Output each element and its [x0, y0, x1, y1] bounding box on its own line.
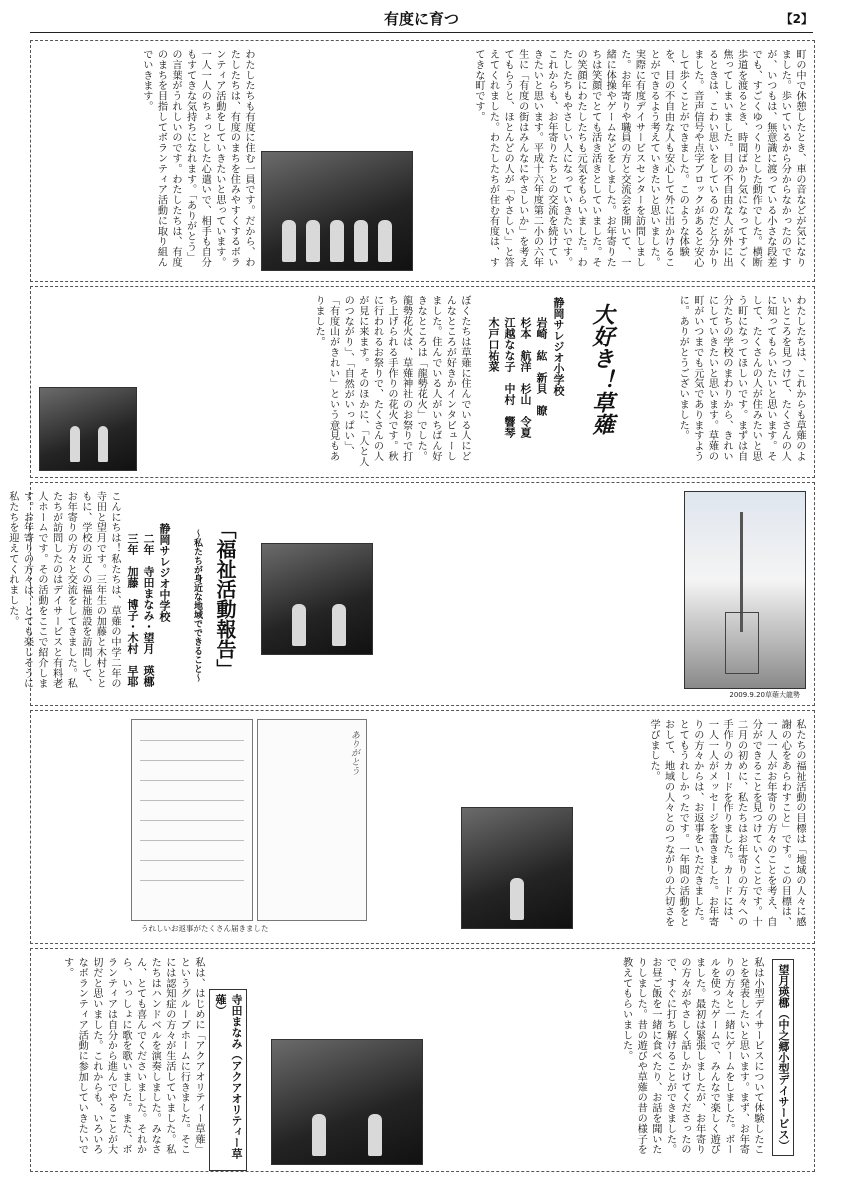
card-text-right: 私たちの福祉活動の目標は「地域の人々に感謝の心をあらわすこと」です。この目標は、一人一人がお年寄りの方々のことを考え、自分ができることを見つけていくことです。十二月の初めに、私たちはお年寄りの方々への手作りのカードを作りました。カードには、一人一人がメッセージを書きました。お年寄りの方々からは、お返事をいただきました。とてもうれしかったです。一年間の活動をとおして、地域の人々とのつながりの大切さを学びました。 — [648, 719, 805, 927]
interview-text — [381, 491, 671, 697]
bottom-text-mid — [271, 957, 421, 1035]
fukushi-photo — [261, 543, 373, 655]
daisuki-authors-a: 岩崎 紘 新貝 瞭 — [535, 317, 548, 416]
mochizuki-title: 望月瑛梛（中之郷小型デイサービス） — [772, 959, 794, 1156]
page-number: 【2】 — [780, 12, 813, 26]
mochizuki-text: 私は小型デイサービスについて体験したことを発表したいと思います。まず、お年寄りの方々と一緒にゲームをしました。ボールを使ったゲームで、みんなで楽しく遊びました。最初は緊張しましたが、お年寄りの方々がやさしく話しかけてくださったので、すぐに打ち解けることができました。お昼ご飯を一緒に食べたり、お話を聞いたりしました。昔の遊びや草薙の昔の様子を教えてもらいました。 — [620, 957, 763, 1155]
daisuki-text-right: わたしたちは、これからも草薙のよいところを見つけて、たくさんの人に知ってもらいたいと思います。そして、たくさんの人が住みたいと思う町になってほしいです。まずは自分たちの学校のまわりから、きれいにしていきたいと思います。草薙の町がいつまでも元気でありますように。ありがとうございました。 — [677, 295, 805, 462]
top-article-text-right: 町の中で休憩したとき、車の音などが気になりました。歩いているから分からなかったのですが、いつもは、無意識に渡っている小さな段差でも、すごくゆっくりとした動作でした。横断歩道を渡るとき、時間ばかり気になってすごく焦ってしまいました。目の不自由な人が外に出るときは、こわい思いをしているのだと分かりました。音声信号や点字ブロックがあると安心して歩くことができました。このような体験を、目の不自由な人も安心して外に出かけることができるよう考えていきたいと思いました。実際に有度デイサービスセンターを訪問しました。お年寄りや職員の方と交流会を開いて、一緒に体操やゲームなどをしました。お年寄りたちは笑顔でとても活き活きとしていました。その笑顔にわたしたちも元気をもらいました。わたしたちもやさしい人になっていきたいです。これからも、お年寄りたちとの交流を続けていきたいと思います。平成十六年度第二小の六年生に「有度の街はみんなにやさしいか」を考えてもらうと、ほとんどの人が「やさしい」と答えてくれました。わたしたちが住む有度は、すてきな町です。 — [472, 49, 805, 268]
top-article — [30, 40, 815, 282]
fukushi-line2: 三年 加藤 博子・木村 早耶 — [126, 533, 139, 687]
card-article — [30, 710, 815, 944]
daisuki-authors-c: 江越なな子 中村 響琴 — [503, 317, 516, 438]
daisuki-photo — [39, 387, 137, 471]
top-article-text-left: わたしたちも有度に住む一員です。だから、わたしたちは、有度のまちを住みやすくするボランティア活動をしていきたいと思っています。一人一人のちょっとした心遣いで、相手も自分もすてきな気持ちになれます。「ありがとう」の言葉がうれしいのです。わたしたちは、有度のまちを目指してボランティア活動に取り組んでいきます。 — [140, 49, 254, 268]
page-header — [30, 6, 813, 32]
card-text-mid — [461, 719, 571, 803]
terada-text: 私は、はじめに「アクアオリティー草薙」というグループホームに行きました。そこには認知症の方々が生活していました。私たちはハンドベルを演奏しました。みなさん、とても喜んでくださいました。それから、いっしょに歌を歌いました。また、ボランティアは自分から進んでやることが大切だと思いました。これからも、いろいろなボランティア活動に参加していきたいです。 — [61, 957, 204, 1155]
fukushi-line1: 二年 寺田まなみ・望月 瑛梛 — [142, 533, 155, 687]
daisuki-text-mid: ぼくたちは草薙に住んでいる人にどんなところが好きかインタビューしました。住んでいる人がいちばん好きなところは「龍勢花火」でした。龍勢花火は、草薙神社のお祭りで打ち上げられる手作りの花火です。秋に行われるお祭りで、たくさんの人が見に来ます。そのほかに、「人と人のつながり」、「自然がいっぱい」、「有度山がきれい」という意見もありました。 — [313, 295, 470, 467]
daisuki-authors-b: 杉本 航洋 杉山 令夏 — [519, 317, 532, 438]
top-article-text-upper-mid — [261, 49, 411, 147]
card-text-left — [371, 719, 455, 935]
card-text-far-left — [39, 719, 127, 935]
daisuki-school: 静岡サレジオ小学校 — [552, 297, 565, 396]
page-title: 有度に育つ — [383, 10, 459, 28]
rocket-photo-caption: 2009.9.20草薙大龍勢 — [729, 691, 800, 699]
daisuki-article — [30, 286, 815, 478]
header-rule — [30, 32, 813, 33]
handwritten-card-1: ありがとう — [257, 719, 367, 921]
top-photo — [261, 151, 413, 271]
rocket-photo — [684, 491, 806, 689]
bottom-article — [30, 948, 815, 1172]
fukushi-school: 静岡サレジオ中学校 — [158, 523, 171, 622]
daisuki-text-left — [39, 295, 135, 383]
card-photo — [461, 807, 573, 929]
fukushi-title: 「福祉活動報告」 — [213, 519, 237, 679]
handwritten-card-2 — [131, 719, 253, 921]
terada-title: 寺田まなみ（アクアオリティー草薙） — [209, 989, 247, 1171]
fukushi-article — [6, 482, 815, 706]
daisuki-banner: 大好き！草薙 — [589, 303, 614, 435]
card-photo-caption: うれしいお返事がたくさん届きました — [141, 924, 269, 933]
bottom-photo — [271, 1039, 423, 1165]
fukushi-subtitle: 〜私たちが身近な地域でできること〜 — [192, 529, 202, 682]
daisuki-authors-d: 木戸口祐菜 — [487, 317, 500, 372]
fukushi-text: こんにちは！私たちは、草薙の中学二年の寺田と望月です。三年生の加藤と木村とともに、学校の近くの福祉施設を訪問して、お年寄りの方々と交流をしてきました。私たちが訪問したのはデイサービスと有料老人ホームです。その活動をここで紹介します。お年寄りの方々は、とても楽しそうに私たちを迎えてくれました。 — [6, 491, 120, 689]
